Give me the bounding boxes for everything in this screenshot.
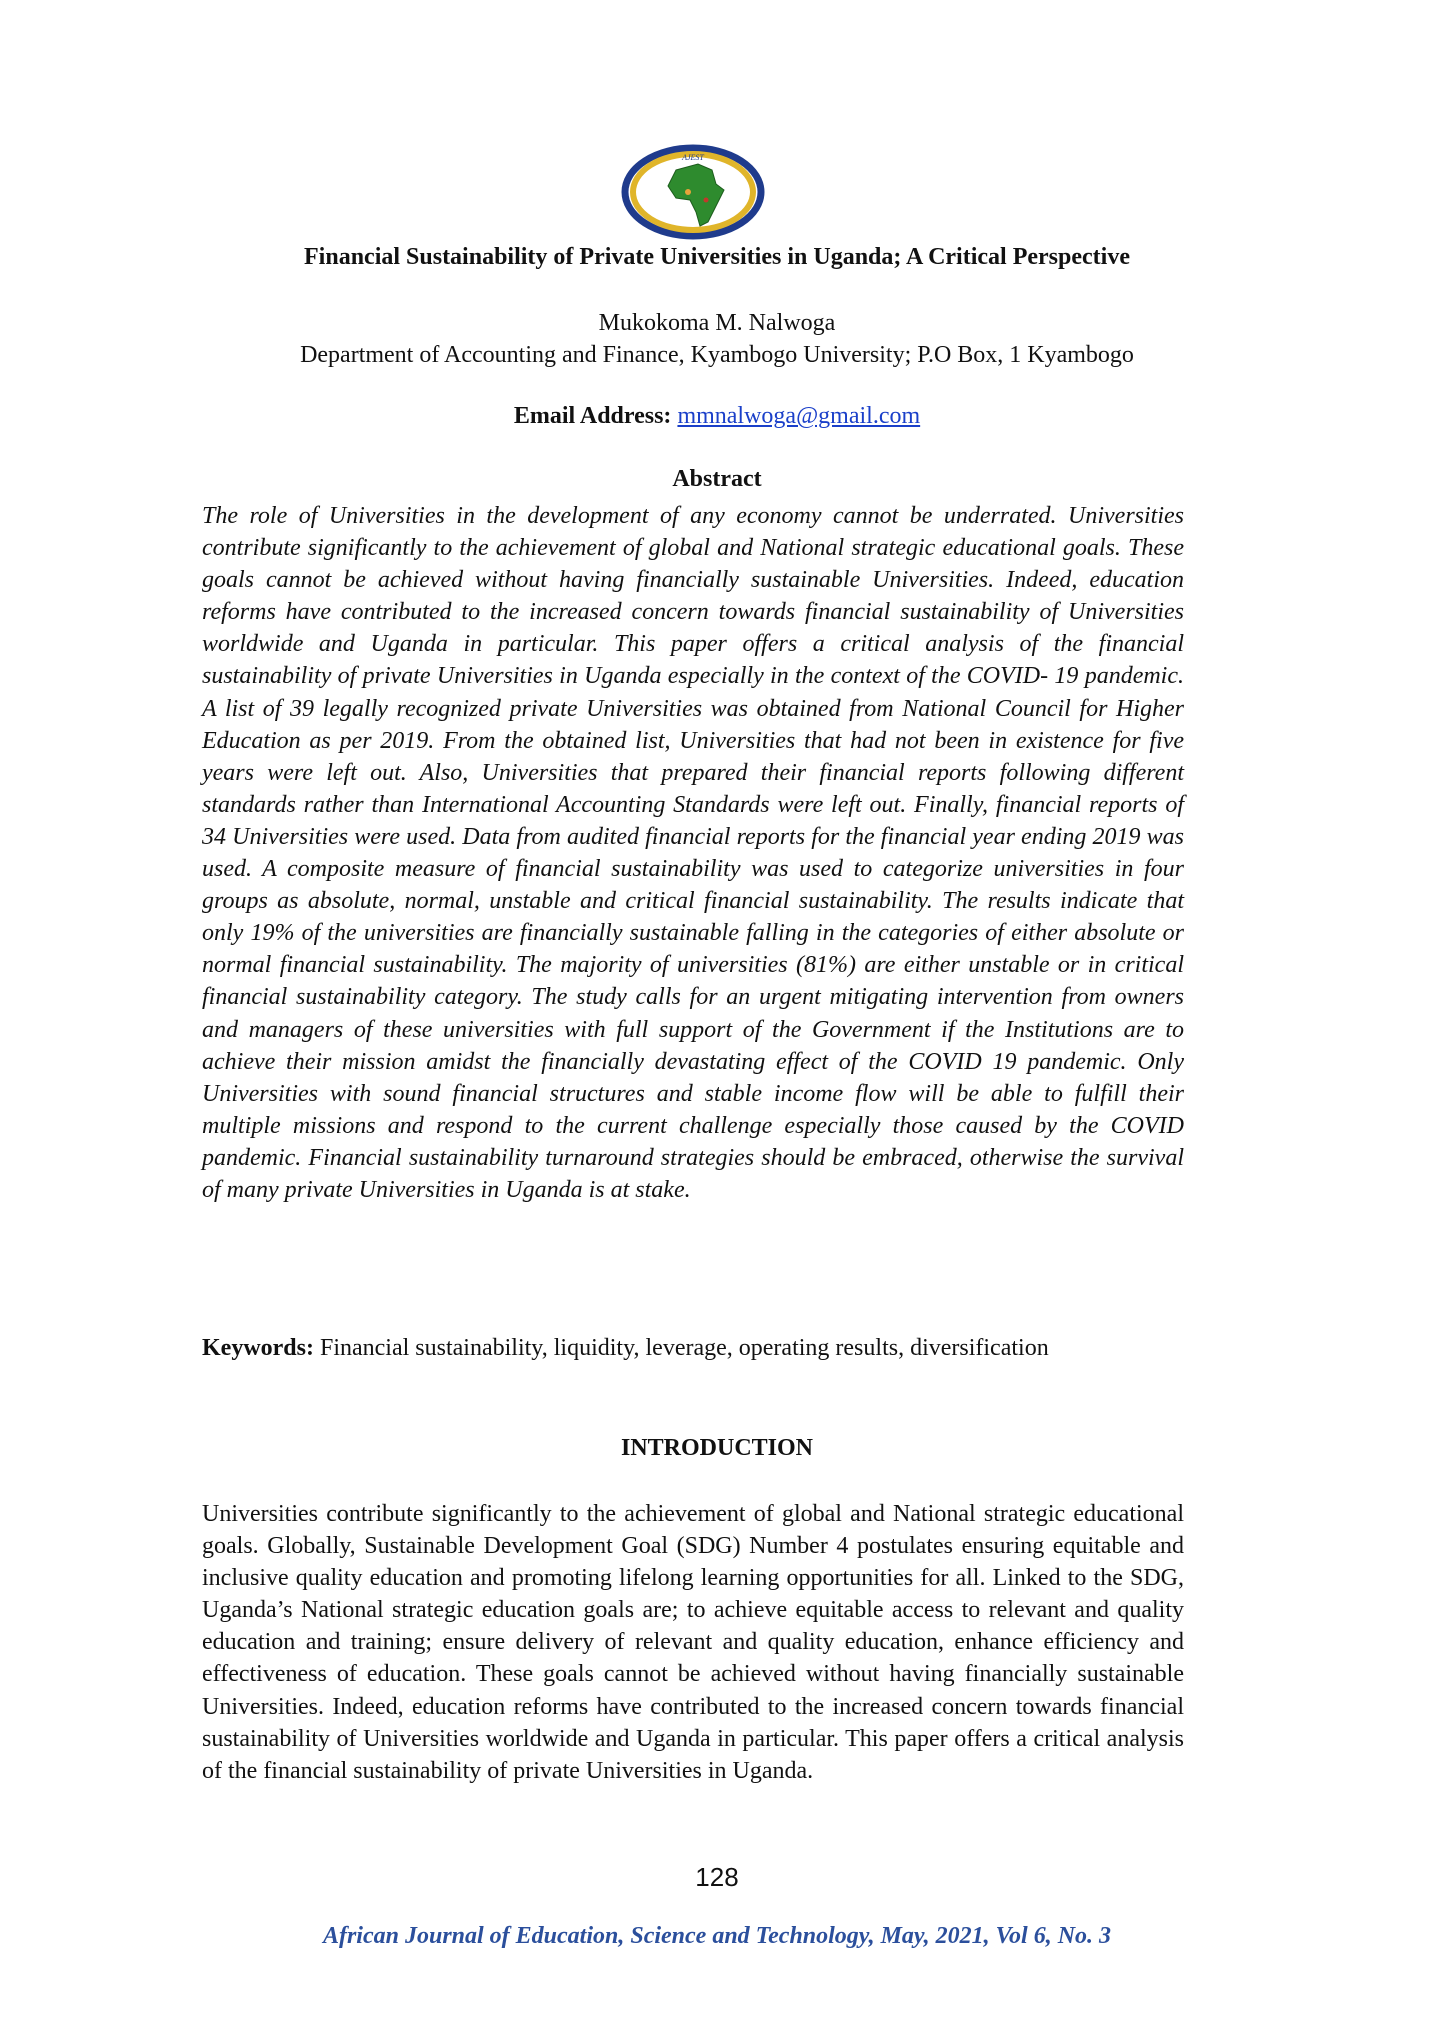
introduction-heading: INTRODUCTION <box>620 1435 814 1461</box>
journal-logo <box>620 140 766 240</box>
abstract-heading: Abstract <box>672 466 762 492</box>
email-label: Email Address: <box>513 403 672 429</box>
journal-footer: African Journal of Education, Science and Technology, May, 2021, Vol 6, No. 3 <box>322 1923 1112 1949</box>
paper-title: Financial Sustainability of Private Universities in Uganda; A Critical Perspective <box>304 244 1130 270</box>
keywords <box>202 1332 1102 1364</box>
email-link[interactable]: mmnalwoga@gmail.com <box>677 403 921 429</box>
email-line <box>150 403 1284 430</box>
keywords-text: Financial sustainability, liquidity, leverage, operating results, diversification <box>319 1335 1049 1361</box>
author-name: Mukokoma M. Nalwoga <box>598 310 836 336</box>
abstract-text: The role of Universities in the development of any economy cannot be underrated. Universities contribute significantly to the achievement of global and National strategic educational goals. These goals cannot be achieved without having financially sustainable Universities. Indeed, education reforms have contributed to the increased concern towards financial sustainability of Universities worldwide and Uganda in particular. This paper offers a critical analysis of the financial sustainability of private Universities in Uganda especially in the context of the COVID- 19 pandemic. A list of 39 legally recognized private Universities was obtained from National Council for Higher Education as per 2019. From the obtained list, Universities that had not been in existence for five years were left out. Also, Universities that prepared their financial reports following different standards rather than International Accounting Standards were left out. Finally, financial reports of 34 Universities were used. Data from audited financial reports for the financial year ending 2019 was used. A composite measure of financial sustainability was used to categorize universities in four groups as absolute, normal, unstable and critical financial sustainability. The results indicate that only 19% of the universities are financially sustainable falling in the categories of either absolute or normal financial sustainability. The majority of universities (81%) are either unstable or in critical financial sustainability category. The study calls for an urgent mitigating intervention from owners and managers of these universities with full support of the Government if the Institutions are to achieve their mission amidst the financially devastating effect of the COVID 19 pandemic. Only Universities with sound financial structures and stable income flow will be able to fulfill their multiple missions and respond to the current challenge especially those caused by the COVID pandemic. Financial sustainability turnaround strategies should be embraced, otherwise the survival of many private Universities in Uganda is at stake. <box>202 503 1184 1203</box>
keywords-label: Keywords: <box>202 1335 314 1361</box>
author-affiliation: Department of Accounting and Finance, Kyambogo University; P.O Box, 1 Kyambogo <box>300 342 1134 368</box>
introduction-text: Universities contribute significantly to the achievement of global and National strategic educational goals. Globally, Sustainable Development Goal (SDG) Number 4 postulates ensuring equitable and inclusive quality education and promoting lifelong learning opportunities for all. Linked to the SDG, Uganda’s National strategic education goals are; to achieve equitable access to relevant and quality education and training; ensure delivery of relevant and quality education, enhance efficiency and effectiveness of education. These goals cannot be achieved without having financially sustainable Universities. Indeed, education reforms have contributed to the increased concern towards financial sustainability of Universities worldwide and Uganda in particular. This paper offers a critical analysis of the financial sustainability of private Universities in Uganda. <box>202 1501 1184 1784</box>
page-number: 128 <box>695 1862 739 1892</box>
author-block <box>150 307 1284 371</box>
logo-text: AJEST <box>682 153 704 162</box>
